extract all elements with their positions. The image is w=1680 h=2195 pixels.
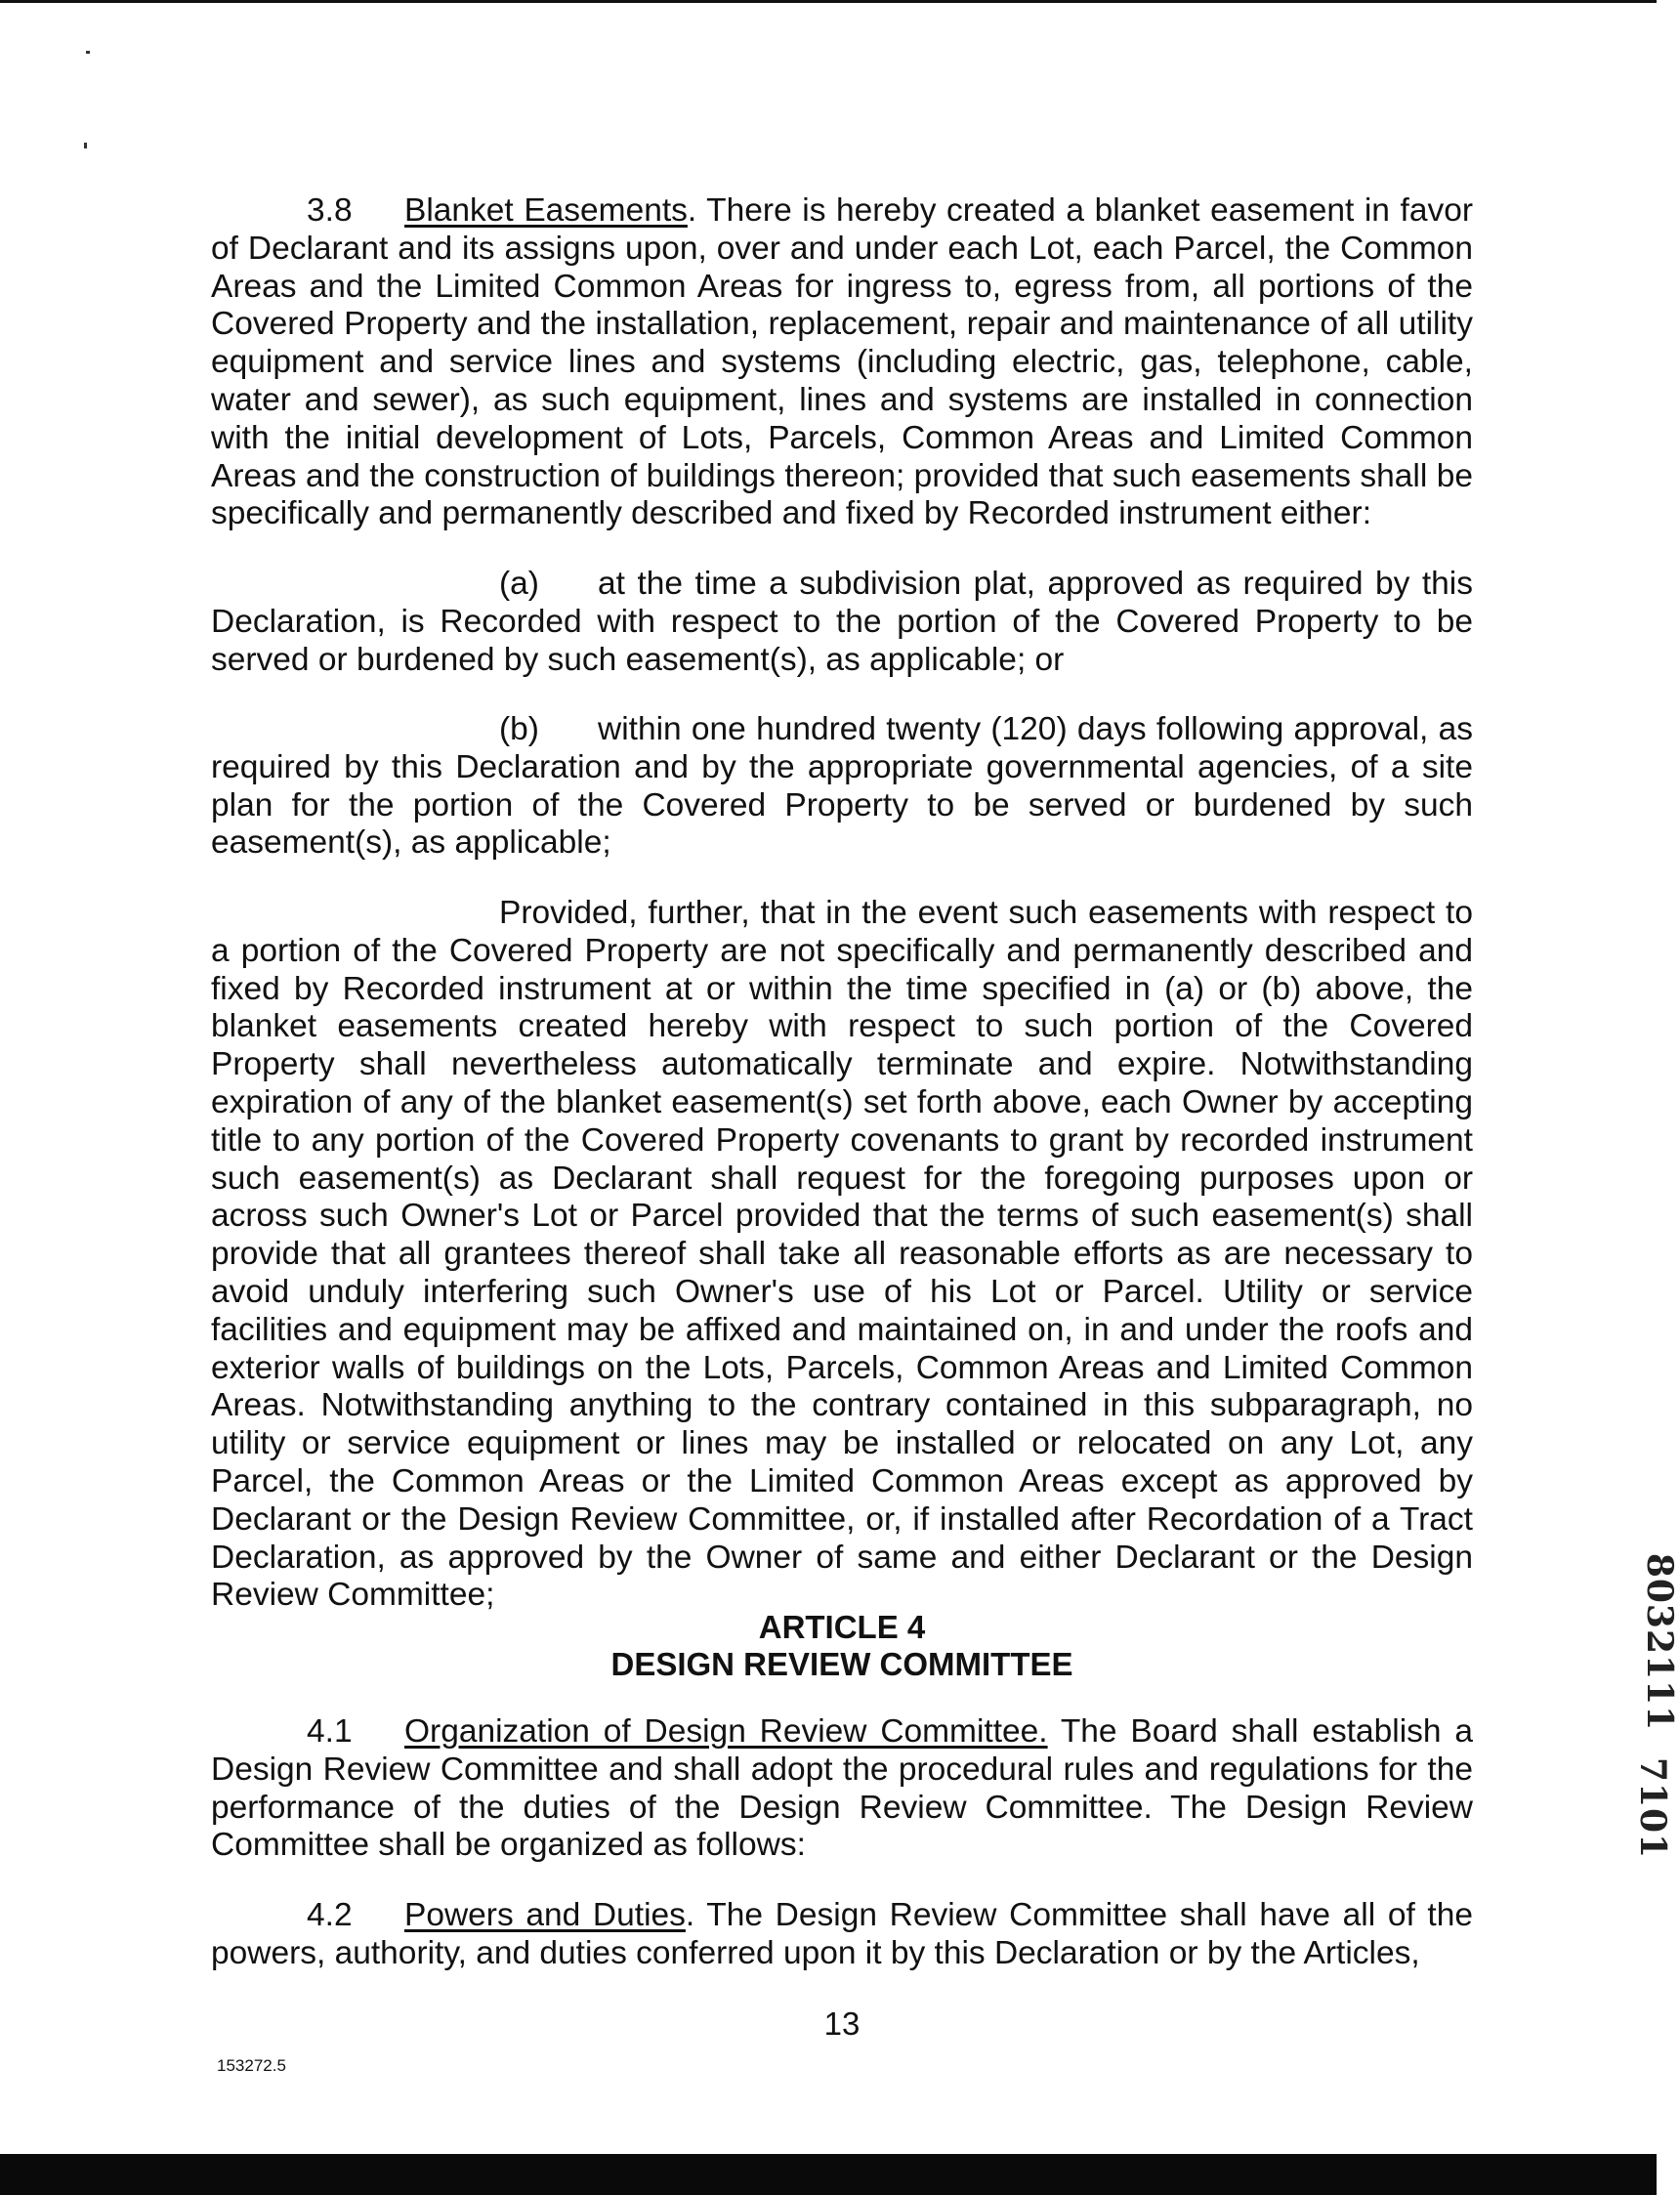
section-number: 3.8 — [307, 192, 353, 229]
section-3-8-paragraph — [211, 192, 1473, 533]
scan-speck — [84, 143, 87, 148]
article-number: ARTICLE 4 — [758, 1609, 926, 1645]
section-text: . There is hereby created a blanket easement in favor of Declarant and its assigns upon, over and under each Lot, each Parcel, the Common Areas and the Limited Common Areas for ingress to, egress from, all portions of the Covered Property and the installation, replacement, repair and maintenance of all utility equipment and service lines and systems (including electric, gas, telephone, cable, water and sewer), as such equipment, lines and systems are installed in connection with the initial development of Lots, Parcels, Common Areas and Limited Common Areas and the construction of buildings thereon; provided that such easements shall be specifically and permanently described and fixed by Recorded instrument either: — [211, 192, 1473, 532]
section-title: Organization of Design Review Committee. — [404, 1713, 1048, 1750]
subitem-a-paragraph — [211, 566, 1473, 679]
scan-bottom-edge — [0, 2154, 1657, 2195]
subitem-text: within one hundred twenty (120) days following approval, as required by this Declaration and by the appropriate governmental agencies, of a site plan for the portion of the Covered Property to be served or burdened by such easement(s), as applicable; — [211, 711, 1473, 862]
section-text: . The Design Review Committee shall have all of the powers, authority, and duties conferred upon it by this Declaration or by the Articles, — [211, 1897, 1473, 1971]
scan-top-edge — [0, 0, 1657, 3]
section-title: Blanket Easements — [404, 192, 688, 229]
scan-speck — [86, 51, 90, 54]
section-text: The Board shall establish a Design Review Committee and shall adopt the procedural rules and regulations for the performance of the duties of the Design Review Committee. The Design Review Committee shall be organized as follows: — [211, 1713, 1474, 1864]
article-title: DESIGN REVIEW COMMITTEE — [610, 1646, 1073, 1682]
recording-stamp — [1612, 1534, 1680, 1871]
proviso-text: Provided, further, that in the event such easements with respect to a portion of the Covered Property are not specifically and permanently described and fixed by Recorded instrument at or within the time specified in (a) or (b) above, the blanket easements created hereby with respect to such portion of the Covered Property shall nevertheless automatically terminate and expire. Notwithstanding expiration of any of the blanket easement(s) set forth above, each Owner by accepting title to any portion of the Covered Property covenants to grant by recorded instrument such easement(s) as Declarant shall request for the foregoing purposes upon or across such Owner's Lot or Parcel provided that the terms of such easement(s) shall provide that all grantees thereof shall take all reasonable efforts as are necessary to avoid unduly interfering such Owner's use of his Lot or Parcel. Utility or service facilities and equipment may be affixed and maintained on, in and under the roofs and exterior walls of buildings on the Lots, Parcels, Common Areas and Limited Common Areas. Notwithstanding anything to the contrary contained in this subparagraph, no utility or service equipment or lines may be installed or relocated on any Lot, any Parcel, the Common Areas or the Limited Common Areas except as approved by Declarant or the Design Review Committee, or, if installed after Recordation of a Tract Declaration, as approved by the Owner of same and either Declarant or the Design Review Committee; — [211, 895, 1473, 1614]
section-number: 4.1 — [307, 1713, 353, 1750]
document-id: 153272.5 — [217, 2056, 286, 2075]
subitem-label: (a) — [499, 566, 539, 602]
section-4-2-paragraph — [211, 1897, 1473, 1973]
subitem-b-paragraph — [211, 711, 1473, 863]
stamp-upper-number: 8032111 — [1639, 1552, 1680, 1732]
subitem-label: (b) — [499, 711, 539, 747]
subitem-text: at the time a subdivision plat, approved as required by this Declaration, is Recorded with respect to the portion of the Covered Property to be served or burdened by such easement(s), as applicable; or — [211, 566, 1473, 678]
page-number: 13 — [823, 2005, 861, 2042]
section-number: 4.2 — [307, 1897, 353, 1933]
stamp-lower-number: 7101 — [1632, 1756, 1674, 1860]
section-title: Powers and Duties — [404, 1897, 686, 1933]
proviso-paragraph — [211, 895, 1473, 1615]
section-4-1-paragraph — [211, 1713, 1473, 1865]
